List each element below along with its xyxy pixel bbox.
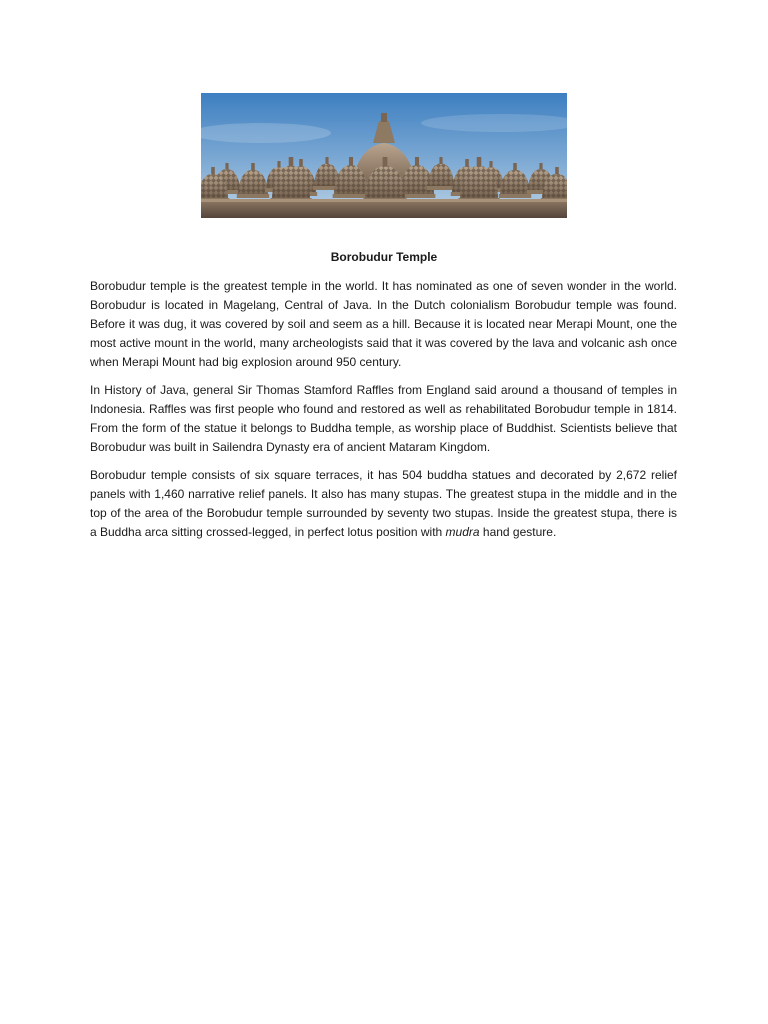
document-title: Borobudur Temple — [330, 250, 438, 264]
terrace-base — [201, 201, 567, 218]
paragraph-2: In History of Java, general Sir Thomas Stamford Raffles from England said around a thousand of temples in Indonesia. Raffles was first people who found and restored as well as rehabilitated Borobudur temple in 1814. From the form of the statue it belongs to Buddha temple, as worship place of Buddhist. Scientists believe that Borobudur was built in Sailendra Dynasty era of ancient Mataram Kingdom. — [90, 383, 677, 454]
paragraph-3-text-after: hand gesture. — [479, 525, 557, 539]
borobudur-temple-photo — [201, 93, 567, 218]
paragraph-1: Borobudur temple is the greatest temple in the world. It has nominated as one of seven wonder in the world. Borobudur is located in Magelang, Central of Java. In the Dutch colonialism Borobudur temple was found. Before it was dug, it was covered by soil and seem as a hill. Because it is located near Merapi Mount, one the most active mount in the world, many archeologists said that it was covered by the lava and volcanic ash once when Merapi Mount had big explosion around 950 century. — [90, 279, 677, 369]
paragraph-3-text-before: Borobudur temple consists of six square terraces, it has 504 buddha statues and decorated by 2,672 relief panels with 1,460 narrative relief panels. It also has many stupas. The greatest stupa in the middle and in the top of the area of the Borobudur temple surrounded by seventy two stupas. Inside the greatest stupa, there is a Buddha arca sitting crossed-legged, in perfect lotus position with — [90, 468, 677, 539]
paragraph-3 — [90, 466, 677, 542]
mudra-emphasis: mudra — [445, 525, 480, 539]
temple-illustration — [201, 93, 567, 218]
document-body — [90, 277, 677, 551]
